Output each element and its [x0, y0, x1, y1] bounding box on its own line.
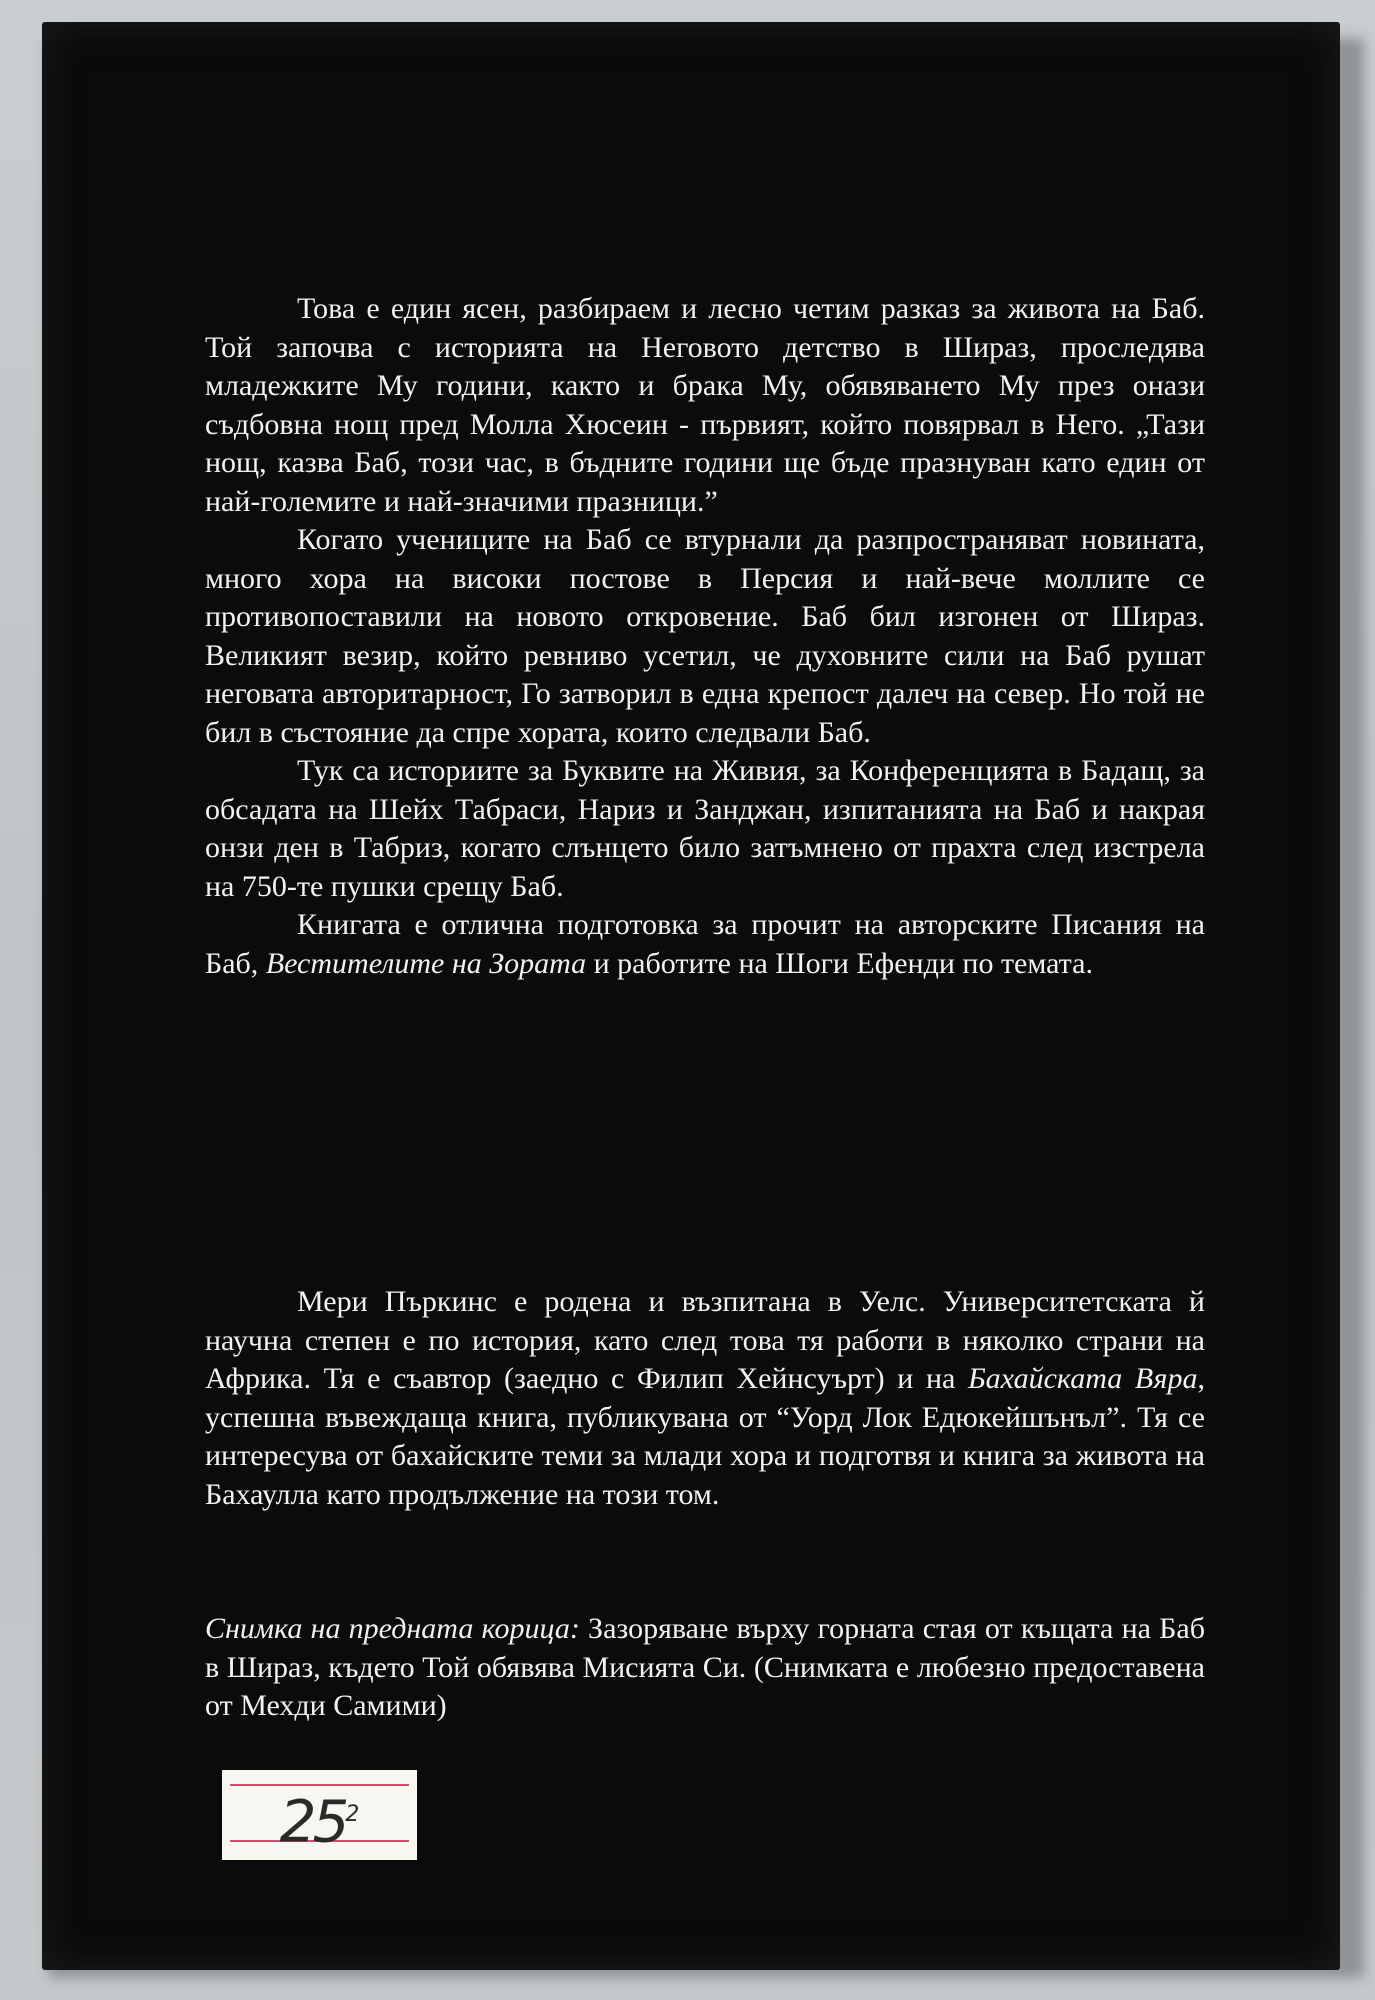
author-bio-italic-title: Бахайската Вяра: [967, 1362, 1198, 1395]
cover-photo-credit-paragraph: [205, 1610, 1205, 1726]
author-bio-paragraph: [205, 1283, 1205, 1514]
blurb-paragraph-1: Това е един ясен, разбираем и лесно четим разказ за живота на Баб. Той започва с историята на Неговото детство в Шираз, проследява младежките Му години, както и брака Му, обявяването Му през онази съдбовна нощ пред Молла Хюсеин - първият, който повярвал в Него. „Тази нощ, казва Баб, този час, в бъдните години ще бъде празнуван като един от най-големите и най-значими празници.”: [205, 292, 1205, 518]
author-bio-text-end: , успешна въвеждаща книга, публикувана от “Уорд Лок Едюкейшънъл”. Тя се интересува от бахайските теми за млади хора и подготвя и книга за живота на Бахаулла като продължение на този том.: [205, 1362, 1205, 1511]
author-bio-text-start: Мери Пъркинс е родена и възпитана в Уелс. Университетската й научна степен е по история, като след това тя работи в няколко страни на Африка. Тя е съавтор (заедно с Филип Хейнсуърт) и на: [205, 1285, 1205, 1395]
blurb-paragraph-4: [205, 906, 1205, 983]
blurb-paragraph-2: Когато учениците на Баб се втурнали да разпространяват новината, много хора на високи постове в Персия и най-вече моллите се противопоставили на новото откровение. Баб бил изгонен от Шираз. Великият везир, който ревниво усетил, че духовните сили на Баб рушат неговата авторитарност, Го затворил в една крепост далеч на север. Но той не бил в състояние да спре хората, които следвали Баб.: [205, 523, 1205, 749]
author-bio: [205, 1283, 1205, 1514]
price-sticker: [222, 1770, 417, 1860]
blurb-p4-text-end: и работите на Шоги Ефенди по темата.: [586, 946, 1093, 980]
price-superscript: 2: [345, 1802, 360, 1827]
price-main: 25: [279, 1787, 346, 1856]
blurb-p4-text-start: Книгата е отлична подготовка за прочит на авторските Писания на Баб,: [205, 908, 1205, 980]
handwritten-price: [232, 1776, 407, 1854]
book-blurb: [205, 290, 1205, 983]
cover-photo-credit-label: Снимка на предната корица:: [205, 1612, 580, 1645]
blurb-p4-italic-title: Вестителите на Зората: [265, 946, 587, 980]
cover-photo-credit: [205, 1610, 1205, 1726]
cover-photo-credit-text: Зазоряване върху горната стая от къщата на Баб в Шираз, където Той обявява Мисията Си. (Снимката е любезно предоставена от Мехди Самими): [205, 1612, 1205, 1722]
blurb-paragraph-3: Тук са историите за Буквите на Живия, за Конференцията в Бадащ, за обсадата на Шейх Табраси, Нариз и Занджан, изпитанията на Баб и накрая онзи ден в Табриз, когато слънцето било затъмнено от прахта след изстрела на 750-те пушки срещу Баб.: [205, 754, 1205, 903]
